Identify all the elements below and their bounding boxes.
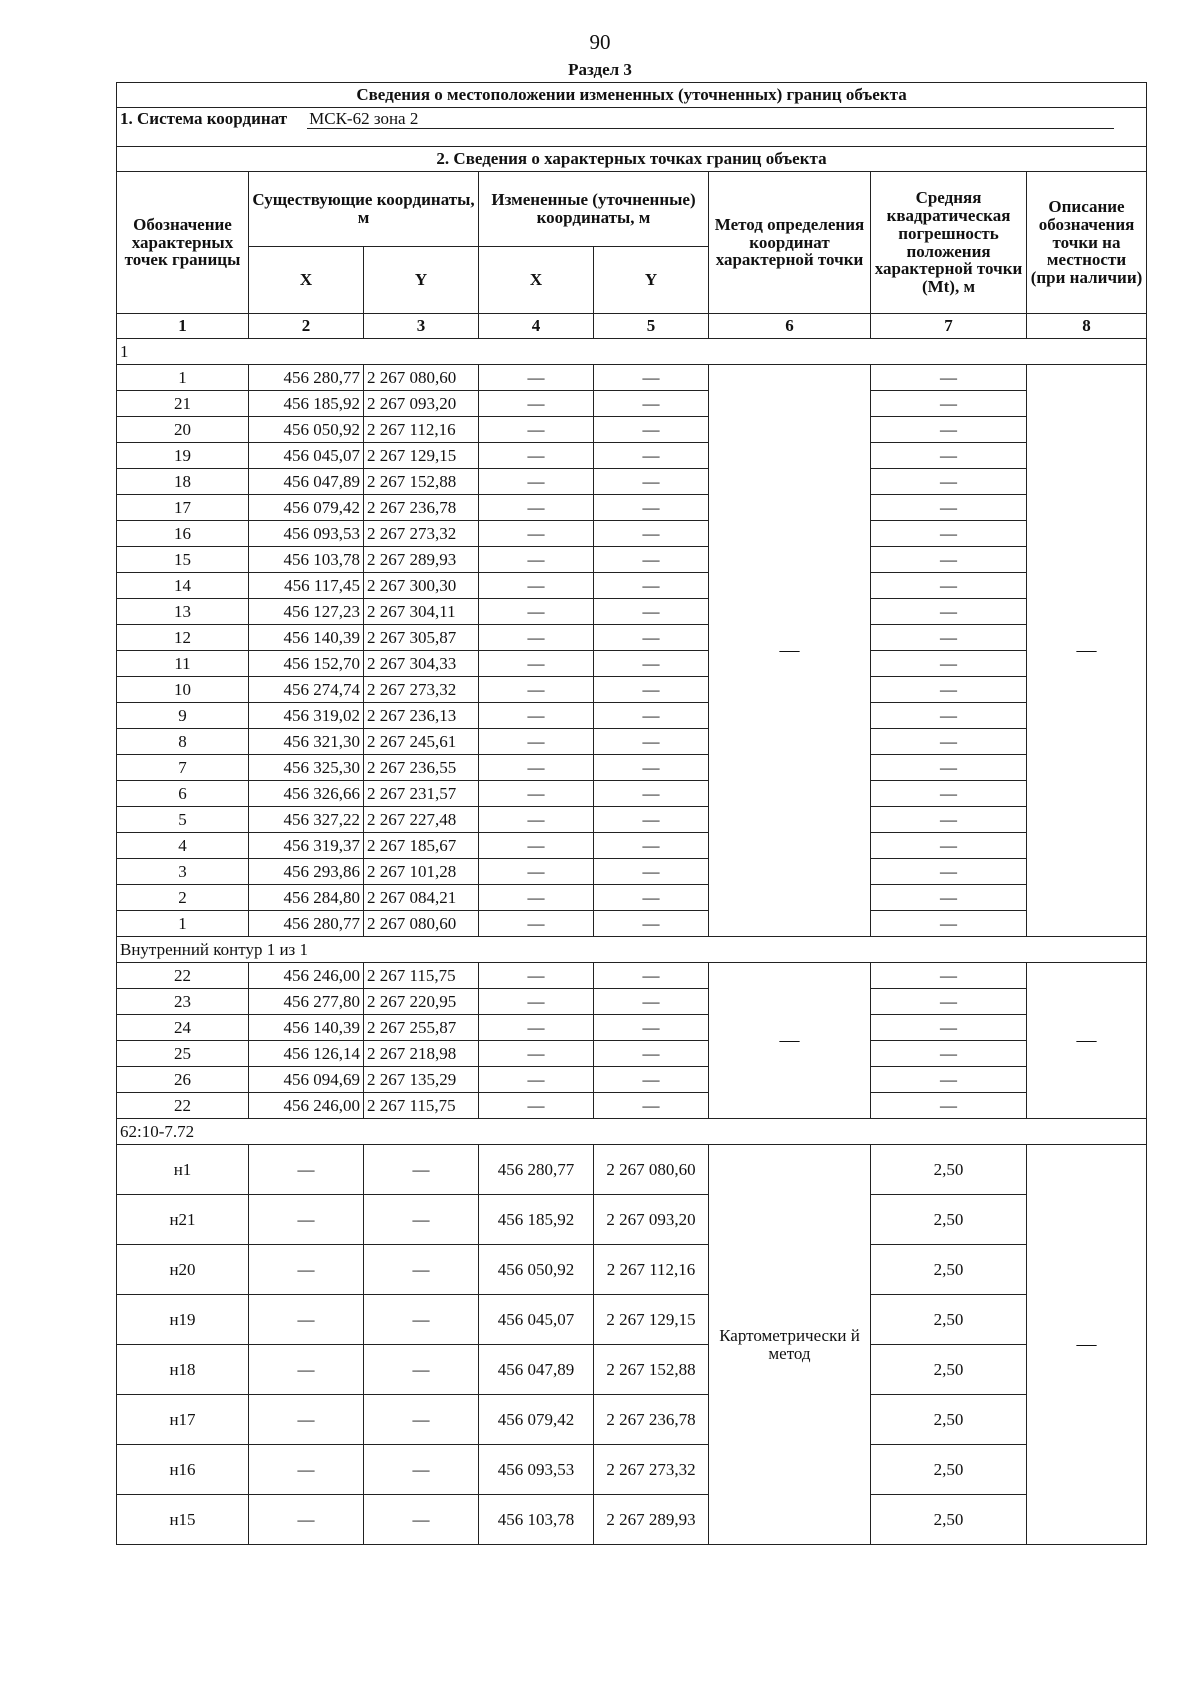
coordinate-cell: 2 267 304,11 [364,599,479,625]
coordinate-cell: — [594,573,709,599]
coordinate-cell: — [594,495,709,521]
point-id-cell: 17 [117,495,249,521]
coordinate-cell: 456 326,66 [249,781,364,807]
coordinate-cell: — [594,625,709,651]
error-cell: — [871,859,1027,885]
coordinate-cell: — [364,1445,479,1495]
error-cell: — [871,1015,1027,1041]
coordinate-cell: 456 047,89 [479,1345,594,1395]
error-cell: 2,50 [871,1395,1027,1445]
point-id-cell: н15 [117,1495,249,1545]
coordinate-cell: 456 185,92 [249,391,364,417]
coordinate-cell: 2 267 084,21 [364,885,479,911]
coordinate-cell: 456 094,69 [249,1067,364,1093]
coordinate-cell: 456 047,89 [249,469,364,495]
coordinate-cell: 456 050,92 [479,1245,594,1295]
error-cell: — [871,1041,1027,1067]
coordinate-cell: 456 293,86 [249,859,364,885]
coordinate-cell: — [479,833,594,859]
table-row [117,469,1147,495]
group-label: Внутренний контур 1 из 1 [117,937,1147,963]
coordinate-cell: — [479,911,594,937]
coordinate-cell: 2 267 236,55 [364,755,479,781]
coordinate-cell: 2 267 129,15 [364,443,479,469]
table-row [117,1145,1147,1195]
coordinate-cell: 2 267 304,33 [364,651,479,677]
coordinate-cell: — [479,469,594,495]
coordinate-cell: — [479,963,594,989]
error-cell: — [871,781,1027,807]
coordinate-cell: — [479,885,594,911]
column-number: 1 [117,314,249,339]
table-row [117,703,1147,729]
error-cell: — [871,911,1027,937]
coordinate-cell: 2 267 093,20 [364,391,479,417]
coordinate-cell: — [594,417,709,443]
coordinate-cell: — [594,729,709,755]
coordinate-cell: — [479,599,594,625]
coordinate-cell: 456 045,07 [479,1295,594,1345]
coordinate-cell: 2 267 245,61 [364,729,479,755]
coordinate-cell: 2 267 236,13 [364,703,479,729]
coordinate-cell: — [479,729,594,755]
table-row [117,1093,1147,1119]
coordinate-cell: 2 267 080,60 [364,911,479,937]
coordinate-cell: 2 267 129,15 [594,1295,709,1345]
column-number: 2 [249,314,364,339]
table-row [117,495,1147,521]
table-row [117,1295,1147,1345]
error-cell: — [871,1067,1027,1093]
coordinate-cell: — [364,1295,479,1345]
error-cell: — [871,443,1027,469]
coordinate-cell: 456 140,39 [249,625,364,651]
coordinate-cell: 2 267 080,60 [594,1145,709,1195]
coordinate-cell: — [594,469,709,495]
coordinate-cell: — [249,1495,364,1545]
point-id-cell: 22 [117,963,249,989]
coordinate-cell: 2 267 185,67 [364,833,479,859]
coordinate-cell: — [594,833,709,859]
coordinate-cell: — [594,1093,709,1119]
header-y-existing: Y [364,247,479,314]
point-id-cell: 12 [117,625,249,651]
table-row [117,1195,1147,1245]
table-row [117,833,1147,859]
coordinate-cell: 2 267 152,88 [594,1345,709,1395]
coordinate-cell: — [364,1145,479,1195]
coordinate-cell: 456 140,39 [249,1015,364,1041]
coordinate-cell: — [364,1395,479,1445]
column-number: 6 [709,314,871,339]
coordinate-cell: — [364,1495,479,1545]
table-row [117,989,1147,1015]
table-title: Сведения о местоположении измененных (уточненных) границ объекта [117,83,1147,108]
coordinate-cell: 2 267 273,32 [364,677,479,703]
coordinate-cell: 2 267 093,20 [594,1195,709,1245]
header-x-existing: X [249,247,364,314]
table-row [117,755,1147,781]
error-cell: 2,50 [871,1345,1027,1395]
point-id-cell: н19 [117,1295,249,1345]
coordinate-cell: 2 267 289,93 [364,547,479,573]
column-number: 4 [479,314,594,339]
coordinate-cell: 456 280,77 [249,365,364,391]
coordinate-cell: 2 267 115,75 [364,1093,479,1119]
coordinate-cell: 2 267 101,28 [364,859,479,885]
coordinate-cell: — [364,1345,479,1395]
point-id-cell: 15 [117,547,249,573]
coordinate-cell: 2 267 305,87 [364,625,479,651]
coordinate-cell: — [594,365,709,391]
coordinate-cell: — [594,963,709,989]
coordinate-cell: — [594,885,709,911]
coordinate-cell: — [594,651,709,677]
table-row [117,1345,1147,1395]
coordinate-cell: — [479,391,594,417]
method-cell: — [709,963,871,1119]
coordinate-cell: 2 267 115,75 [364,963,479,989]
coordinate-cell: 456 321,30 [249,729,364,755]
coordinate-cell: — [594,547,709,573]
coordinate-cell: — [594,521,709,547]
point-id-cell: 23 [117,989,249,1015]
point-id-cell: 1 [117,365,249,391]
table-row [117,1445,1147,1495]
coordinate-cell: — [594,755,709,781]
table-row [117,1245,1147,1295]
error-cell: — [871,807,1027,833]
error-cell: — [871,677,1027,703]
point-id-cell: 4 [117,833,249,859]
point-id-cell: 13 [117,599,249,625]
coordinate-cell: — [594,859,709,885]
description-cell: — [1027,1145,1147,1545]
error-cell: — [871,391,1027,417]
coord-system-label: 1. Система координат [120,109,288,128]
coordinate-cell: — [594,911,709,937]
table-row [117,885,1147,911]
table-row [117,443,1147,469]
coordinate-cell: 2 267 289,93 [594,1495,709,1545]
header-method: Метод определения координат характерной точки [709,172,871,314]
coordinate-cell: 456 152,70 [249,651,364,677]
coordinate-cell: 456 325,30 [249,755,364,781]
point-id-cell: 10 [117,677,249,703]
coordinate-cell: — [479,573,594,599]
coordinate-cell: 456 280,77 [249,911,364,937]
column-number: 3 [364,314,479,339]
coordinate-cell: — [479,547,594,573]
coordinate-cell: 456 246,00 [249,963,364,989]
error-cell: 2,50 [871,1195,1027,1245]
coordinate-cell: 456 103,78 [479,1495,594,1545]
coordinate-cell: 456 327,22 [249,807,364,833]
coordinate-cell: 2 267 255,87 [364,1015,479,1041]
error-cell: — [871,599,1027,625]
table-row [117,547,1147,573]
coordinate-cell: — [479,859,594,885]
page-number: 90 [589,30,611,54]
table-row [117,625,1147,651]
coordinate-cell: 2 267 300,30 [364,573,479,599]
group-label: 62:10-7.72 [117,1119,1147,1145]
point-id-cell: н1 [117,1145,249,1195]
coordinate-cell: 456 093,53 [479,1445,594,1495]
coordinate-cell: — [479,365,594,391]
coordinate-cell: — [594,781,709,807]
header-x-changed: X [479,247,594,314]
coordinate-cell: — [249,1195,364,1245]
coordinate-cell: 2 267 218,98 [364,1041,479,1067]
error-cell: — [871,989,1027,1015]
point-id-cell: н21 [117,1195,249,1245]
table-row [117,1067,1147,1093]
coordinate-cell: — [479,495,594,521]
coordinate-cell: 456 079,42 [249,495,364,521]
error-cell: — [871,703,1027,729]
coordinate-cell: 2 267 231,57 [364,781,479,807]
error-cell: — [871,573,1027,599]
coordinate-cell: — [479,625,594,651]
header-error: Средняя квадратическая погрешность положения характерной точки (Mt), м [871,172,1027,314]
error-cell: — [871,469,1027,495]
point-id-cell: н16 [117,1445,249,1495]
table-row [117,729,1147,755]
table-row [117,1015,1147,1041]
point-id-cell: 7 [117,755,249,781]
coordinate-cell: 2 267 220,95 [364,989,479,1015]
coordinate-cell: 2 267 112,16 [594,1245,709,1295]
table-row [117,781,1147,807]
error-cell: 2,50 [871,1445,1027,1495]
point-id-cell: 26 [117,1067,249,1093]
coordinate-cell: — [249,1345,364,1395]
coordinate-cell: — [479,755,594,781]
table-row [117,1395,1147,1445]
point-id-cell: 20 [117,417,249,443]
error-cell: 2,50 [871,1495,1027,1545]
coordinate-cell: 2 267 112,16 [364,417,479,443]
boundary-points-table [116,82,1147,1545]
coordinate-cell: — [364,1195,479,1245]
coordinate-cell: 456 079,42 [479,1395,594,1445]
point-id-cell: 11 [117,651,249,677]
coordinate-cell: 2 267 135,29 [364,1067,479,1093]
point-id-cell: 6 [117,781,249,807]
error-cell: — [871,1093,1027,1119]
point-id-cell: 16 [117,521,249,547]
table-row [117,963,1147,989]
header-existing-coords: Существующие координаты, м [249,172,479,247]
point-id-cell: 18 [117,469,249,495]
description-cell: — [1027,365,1147,937]
method-cell: — [709,365,871,937]
table-row [117,391,1147,417]
error-cell: — [871,885,1027,911]
error-cell: — [871,651,1027,677]
column-number: 7 [871,314,1027,339]
column-number: 8 [1027,314,1147,339]
method-cell: Картометрически й метод [709,1145,871,1545]
table-row [117,859,1147,885]
point-id-cell: н18 [117,1345,249,1395]
coordinate-cell: — [249,1245,364,1295]
coord-system-row [117,108,1147,147]
group-label: 1 [117,339,1147,365]
table-row [117,599,1147,625]
point-id-cell: 21 [117,391,249,417]
point-id-cell: 19 [117,443,249,469]
error-cell: — [871,833,1027,859]
coordinate-cell: — [594,1015,709,1041]
error-cell: 2,50 [871,1245,1027,1295]
point-id-cell: 25 [117,1041,249,1067]
coordinate-cell: — [479,1041,594,1067]
coordinate-cell: — [479,781,594,807]
coordinate-cell: 456 050,92 [249,417,364,443]
coord-system-value: МСК-62 зона 2 [307,110,1114,129]
point-id-cell: н20 [117,1245,249,1295]
coordinate-cell: — [479,807,594,833]
coordinate-cell: 2 267 236,78 [594,1395,709,1445]
column-number: 5 [594,314,709,339]
coordinate-cell: — [479,989,594,1015]
point-id-cell: 9 [117,703,249,729]
error-cell: — [871,495,1027,521]
coordinate-cell: — [594,443,709,469]
point-id-cell: 2 [117,885,249,911]
point-id-cell: 24 [117,1015,249,1041]
header-y-changed: Y [594,247,709,314]
coordinate-cell: 2 267 273,32 [364,521,479,547]
coordinate-cell: 456 117,45 [249,573,364,599]
point-id-cell: 8 [117,729,249,755]
coordinate-cell: — [479,443,594,469]
error-cell: — [871,755,1027,781]
coordinate-cell: 456 093,53 [249,521,364,547]
coordinate-cell: 456 127,23 [249,599,364,625]
header-changed-coords: Измененные (уточненные) координаты, м [479,172,709,247]
coordinate-cell: — [594,1041,709,1067]
point-id-cell: 3 [117,859,249,885]
error-cell: — [871,625,1027,651]
table-row [117,807,1147,833]
error-cell: — [871,729,1027,755]
coordinate-cell: 456 246,00 [249,1093,364,1119]
coordinate-cell: 2 267 227,48 [364,807,479,833]
description-cell: — [1027,963,1147,1119]
coordinate-cell: 456 126,14 [249,1041,364,1067]
coordinate-cell: — [479,651,594,677]
coordinate-cell: — [594,807,709,833]
coordinate-cell: — [479,677,594,703]
coordinate-cell: — [479,1067,594,1093]
point-id-cell: 22 [117,1093,249,1119]
coordinate-cell: — [364,1245,479,1295]
table-row [117,521,1147,547]
error-cell: — [871,547,1027,573]
coordinate-cell: — [249,1145,364,1195]
table-row [117,417,1147,443]
error-cell: — [871,521,1027,547]
coordinate-cell: — [479,1093,594,1119]
table-row [117,573,1147,599]
error-cell: — [871,417,1027,443]
coordinate-cell: 2 267 080,60 [364,365,479,391]
header-point-designation: Обозначение характерных точек границы [117,172,249,314]
coordinate-cell: — [249,1295,364,1345]
coordinate-cell: 456 280,77 [479,1145,594,1195]
points-title: 2. Сведения о характерных точках границ объекта [117,147,1147,172]
coordinate-cell: 456 319,02 [249,703,364,729]
coordinate-cell: 2 267 236,78 [364,495,479,521]
table-row [117,651,1147,677]
point-id-cell: 14 [117,573,249,599]
coordinate-cell: — [479,1015,594,1041]
coordinate-cell: 456 045,07 [249,443,364,469]
coordinate-cell: — [594,677,709,703]
coordinate-cell: 456 185,92 [479,1195,594,1245]
coordinate-cell: — [594,1067,709,1093]
table-row [117,677,1147,703]
error-cell: 2,50 [871,1295,1027,1345]
point-id-cell: 5 [117,807,249,833]
table-row [117,365,1147,391]
error-cell: 2,50 [871,1145,1027,1195]
point-id-cell: 1 [117,911,249,937]
table-row [117,1041,1147,1067]
table-row [117,911,1147,937]
coordinate-cell: 456 274,74 [249,677,364,703]
error-cell: — [871,365,1027,391]
coordinate-cell: 456 319,37 [249,833,364,859]
coordinate-cell: — [594,989,709,1015]
coordinate-cell: 2 267 152,88 [364,469,479,495]
coordinate-cell: 456 103,78 [249,547,364,573]
coordinate-cell: 456 277,80 [249,989,364,1015]
point-id-cell: н17 [117,1395,249,1445]
coordinate-cell: — [594,599,709,625]
coordinate-cell: — [594,703,709,729]
coordinate-cell: 2 267 273,32 [594,1445,709,1495]
coordinate-cell: — [249,1395,364,1445]
coordinate-cell: — [249,1445,364,1495]
coordinate-cell: — [479,521,594,547]
table-row [117,1495,1147,1545]
section-label: Раздел 3 [568,60,632,79]
coordinate-cell: — [479,703,594,729]
coordinate-cell: — [594,391,709,417]
header-description: Описание обозначения точки на местности (при наличии) [1027,172,1147,314]
coordinate-cell: — [479,417,594,443]
error-cell: — [871,963,1027,989]
coordinate-cell: 456 284,80 [249,885,364,911]
